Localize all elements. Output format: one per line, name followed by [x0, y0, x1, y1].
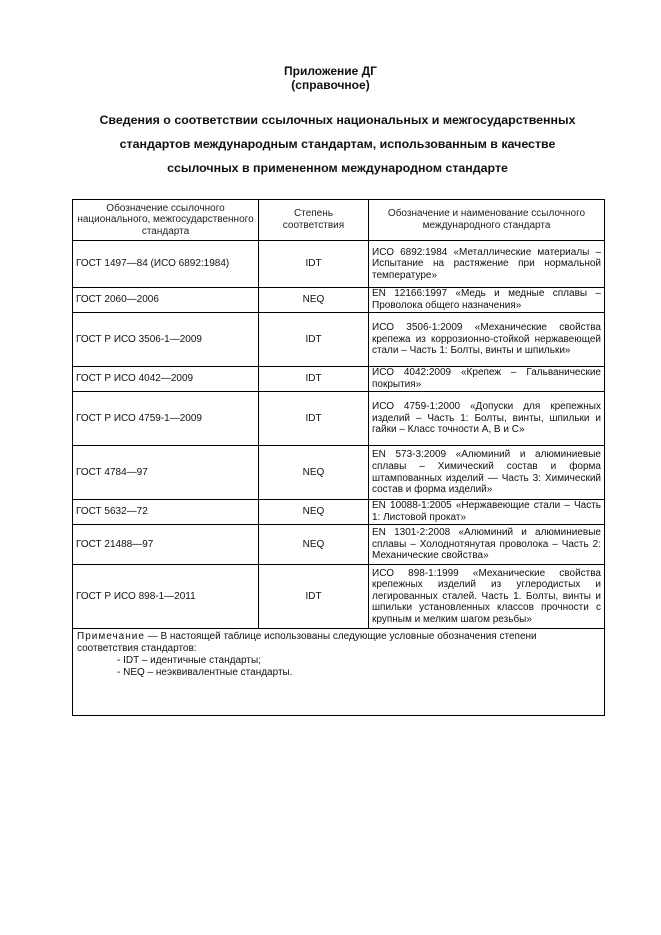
note-text — [77, 631, 600, 655]
appendix-subtitle: (справочное) — [291, 78, 370, 92]
column-header-national-standard: Обозначение ссылочного национального, межгосударственного стандарта — [73, 200, 259, 241]
international-standard-cell: EN 1301-2:2008 «Алюминий и алюминиевые сплавы – Холоднотянутая проволока – Часть 2: Механические свойства» — [369, 525, 605, 565]
table-row — [73, 525, 605, 565]
international-standard-cell: EN 12166:1997 «Медь и медные сплавы – Проволока общего назначения» — [369, 288, 605, 313]
title-line: Сведения о соответствии ссылочных национальных и межгосударственных — [99, 113, 576, 127]
international-standard-cell: ИСО 898-1:1999 «Механические свойства крепежных изделий из углеродистых и легированных сталей. Часть 1. Болты, винты и шпильки установленных классов прочности с крупным и мелким шагом резьбы» — [369, 565, 605, 629]
table-row — [73, 500, 605, 525]
title-line: ссылочных в примененном международном стандарте — [167, 161, 508, 175]
degree-cell: IDT — [259, 313, 369, 367]
table-row — [73, 313, 605, 367]
international-standard-cell: EN 573-3:2009 «Алюминий и алюминиевые сплавы – Химический состав и форма штампованных изделий — Часть 3: Химический состав и форма изделий» — [369, 446, 605, 500]
table-row — [73, 241, 605, 288]
table-note — [73, 629, 605, 716]
table-row — [73, 367, 605, 392]
degree-cell: NEQ — [259, 500, 369, 525]
note-item-neq: - NEQ – неэквивалентные стандарты. — [117, 667, 293, 678]
appendix-title: Приложение ДГ — [284, 64, 377, 78]
international-standard-cell: ИСО 4759-1:2000 «Допуски для крепежных изделий – Часть 1: Болты, винты, шпильки и гайки – Класс точности А, В и С» — [369, 392, 605, 446]
international-standard-cell: EN 10088-1:2005 «Нержавеющие стали – Часть 1: Листовой прокат» — [369, 500, 605, 525]
column-header-degree: Степень соответствия — [259, 200, 369, 241]
title-line: стандартов международным стандартам, использованным в качестве — [119, 137, 556, 151]
national-standard-cell: ГОСТ 1497—84 (ИСО 6892:1984) — [73, 241, 259, 288]
standards-table — [72, 199, 605, 716]
degree-cell: IDT — [259, 367, 369, 392]
national-standard-cell: ГОСТ 2060—2006 — [73, 288, 259, 313]
table-row — [73, 446, 605, 500]
table-note-row — [73, 629, 605, 716]
national-standard-cell: ГОСТ 5632—72 — [73, 500, 259, 525]
note-item-idt: - IDT – идентичные стандарты; — [117, 655, 261, 666]
international-standard-cell: ИСО 3506-1:2009 «Механические свойства крепежа из коррозионно-стойкой нержавеющей стали – Часть 1: Болты, винты и шпильки» — [369, 313, 605, 367]
document-title — [70, 108, 605, 180]
degree-cell: NEQ — [259, 288, 369, 313]
degree-cell: NEQ — [259, 446, 369, 500]
column-header-international-standard: Обозначение и наименование ссылочного международного стандарта — [369, 200, 605, 241]
national-standard-cell: ГОСТ 21488—97 — [73, 525, 259, 565]
appendix-heading — [0, 64, 661, 92]
international-standard-cell: ИСО 6892:1984 «Металлические материалы – Испытание на растяжение при нормальной температуре» — [369, 241, 605, 288]
table-row — [73, 565, 605, 629]
note-label: Примечание — [77, 631, 145, 642]
table-header-row — [73, 200, 605, 241]
degree-cell: IDT — [259, 241, 369, 288]
national-standard-cell: ГОСТ Р ИСО 4759-1—2009 — [73, 392, 259, 446]
degree-cell: IDT — [259, 392, 369, 446]
national-standard-cell: ГОСТ Р ИСО 4042—2009 — [73, 367, 259, 392]
table-row — [73, 392, 605, 446]
degree-cell: NEQ — [259, 525, 369, 565]
table-row — [73, 288, 605, 313]
degree-cell: IDT — [259, 565, 369, 629]
national-standard-cell: ГОСТ 4784—97 — [73, 446, 259, 500]
national-standard-cell: ГОСТ Р ИСО 3506-1—2009 — [73, 313, 259, 367]
note-body: — В настоящей таблице использованы следующие условные обозначения степени соответствия стандартов: — [77, 631, 537, 654]
international-standard-cell: ИСО 4042:2009 «Крепеж – Гальванические покрытия» — [369, 367, 605, 392]
national-standard-cell: ГОСТ Р ИСО 898-1—2011 — [73, 565, 259, 629]
